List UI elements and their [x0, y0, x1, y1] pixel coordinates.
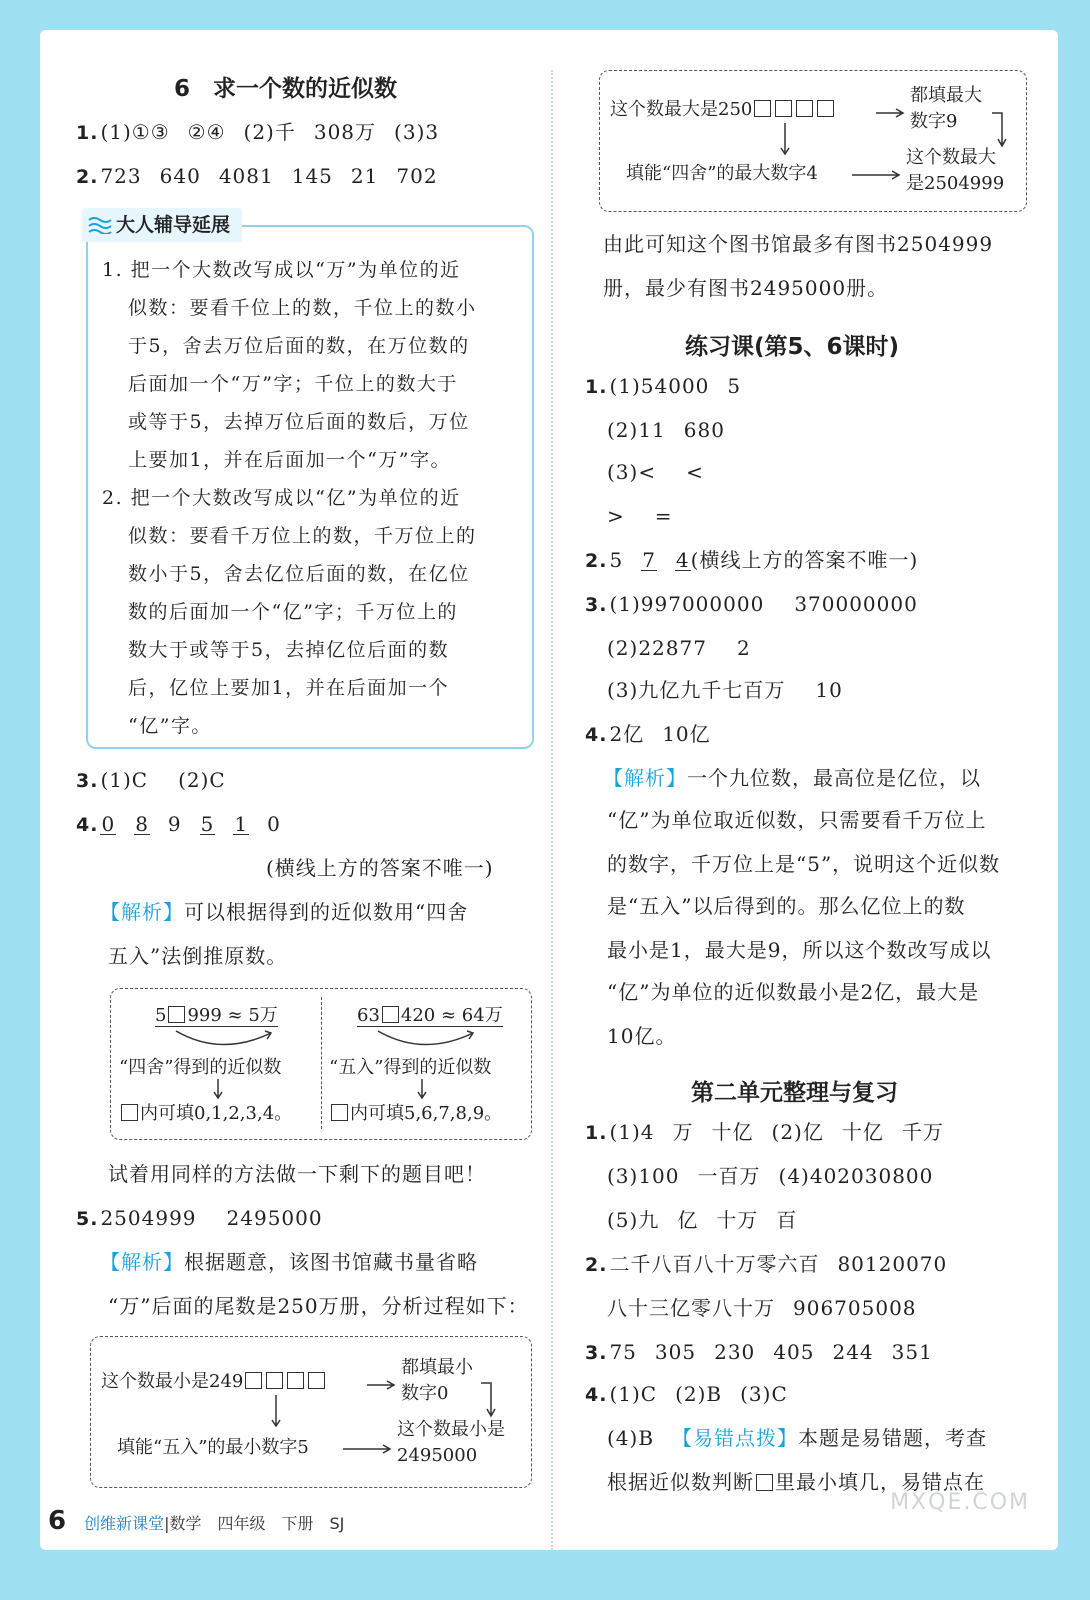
max-analysis-box — [599, 70, 1027, 212]
min-line1: 这个数最小是249 — [101, 1371, 327, 1393]
answer-2: 2. 723 640 4081 145 21 702 — [76, 164, 438, 188]
practice-1-4: > = — [607, 504, 673, 528]
conclusion-line1: 由此可知这个图书馆最多有图书2504999 — [603, 232, 994, 256]
ext-line: 似数：要看千万位上的数，千万位上的 — [128, 525, 477, 547]
max-result-value: 是2504999 — [906, 173, 1005, 194]
analysis-p4-line1: 【解析】一个九位数，最高位是亿位，以 — [603, 766, 981, 790]
min-fill-digit: 数字0 — [401, 1383, 449, 1404]
footer — [48, 1506, 344, 1536]
analysis-p4-line: 最小是1，最大是9，所以这个数改写成以 — [607, 938, 992, 962]
blank-box-icon — [287, 1372, 304, 1389]
example-a-label: “四舍”得到的近似数 — [119, 1057, 282, 1078]
watermark: MXQE.COM — [890, 1490, 1030, 1515]
practice-3-3: (3)九亿九千七百万 10 — [607, 678, 843, 702]
section-title: 6 求一个数的近似数 — [174, 76, 398, 102]
conclusion-line2: 册，最少有图书2495000册。 — [603, 276, 889, 300]
blank-box-icon — [775, 100, 792, 117]
blank-box-icon — [754, 100, 771, 117]
blank-box-icon — [121, 1104, 138, 1121]
review-4-1: 4. (1)C (2)B (3)C — [585, 1382, 788, 1406]
review-1-2: (3)100 一百万 (4)402030800 — [607, 1164, 934, 1188]
right-arrow-icon — [343, 1443, 393, 1455]
down-arrow-icon — [417, 1079, 427, 1101]
blank-box-icon — [245, 1372, 262, 1389]
practice-1-1: 1. (1)54000 5 — [585, 374, 742, 398]
ext-line: 或等于5，去掉万位后面的数后，万位 — [128, 411, 470, 433]
ext-line: “亿”字。 — [128, 715, 212, 737]
min-result-value: 2495000 — [397, 1445, 478, 1466]
practice-1-2: (2)11 680 — [607, 418, 725, 442]
answer-4: 4. 0 8 9 5 1 0 — [76, 812, 281, 836]
max-fill-digit: 数字9 — [910, 111, 958, 132]
curve-arrow-icon — [373, 1029, 483, 1053]
subject-info: |数学 四年级 下册 SJ — [164, 1514, 345, 1533]
practice-4: 4. 2亿 10亿 — [585, 722, 711, 746]
blank-box-icon — [331, 1104, 348, 1121]
curve-arrow-icon — [171, 1029, 281, 1053]
down-arrow-icon — [271, 1395, 281, 1429]
analysis-p4-line: “亿”为单位的近似数最小是2亿，最大是 — [607, 980, 980, 1004]
min-fill-label: 都填最小 — [401, 1357, 473, 1378]
rounding-example-box — [110, 988, 532, 1140]
min-line2: 填能“五入”的最小数字5 — [117, 1437, 309, 1458]
analysis-5-line1: 【解析】根据题意，该图书馆藏书量省略 — [100, 1250, 478, 1274]
review-4-2: (4)B 【易错点拨】本题是易错题，考查 — [607, 1426, 988, 1450]
column-divider — [551, 70, 553, 1550]
practice-title: 练习课(第5、6课时) — [685, 334, 900, 360]
ext-line: 上要加1，并在后面加一个“万”字。 — [128, 449, 452, 471]
ext-line: 1. 把一个大数改写成以“万”为单位的近 — [102, 259, 461, 281]
page-number: 6 — [48, 1506, 67, 1536]
example-a-fill: 内可填0,1,2,3,4。 — [119, 1103, 292, 1125]
max-line2: 填能“四舍”的最大数字4 — [626, 163, 818, 184]
ext-line: 于5，舍去万位后面的数，在万位数的 — [128, 335, 470, 357]
example-b-label: “五入”得到的近似数 — [329, 1057, 492, 1078]
right-arrow-icon — [876, 107, 906, 119]
min-result-label: 这个数最小是 — [397, 1419, 505, 1440]
analysis-p4-line: 10亿。 — [607, 1024, 677, 1048]
page — [40, 30, 1058, 1550]
ext-line: 2. 把一个大数改写成以“亿”为单位的近 — [102, 487, 461, 509]
practice-3-1: 3. (1)997000000 370000000 — [585, 592, 918, 616]
ext-line: 数的后面加一个“亿”字；千万位上的 — [128, 601, 458, 623]
answer-3: 3. (1)C (2)C — [76, 768, 226, 792]
blank-box-icon — [168, 1006, 185, 1023]
review-1-1: 1. (1)4 万 十亿 (2)亿 十亿 千万 — [585, 1120, 944, 1144]
practice-1-3: (3)< < — [607, 460, 704, 484]
analysis-p4-line: 是“五入”以后得到的。那么亿位上的数 — [607, 894, 966, 918]
review-title: 第二单元整理与复习 — [691, 1080, 898, 1106]
review-3: 3. 75 305 230 405 244 351 — [585, 1340, 933, 1364]
answer-5: 5. 2504999 2495000 — [76, 1206, 323, 1230]
max-fill-label: 都填最大 — [910, 85, 982, 106]
review-4-3: 根据近似数判断 里最小填几，易错点在 — [607, 1470, 985, 1494]
ext-line: 数小于5，舍去亿位后面的数，在亿位 — [128, 563, 470, 585]
review-1-3: (5)九 亿 十万 百 — [607, 1208, 798, 1232]
blank-box-icon — [756, 1474, 773, 1491]
blank-box-icon — [796, 100, 813, 117]
wave-icon — [88, 216, 112, 234]
answer-1: 1. (1)①③ ②④ (2)千 308万 (3)3 — [76, 120, 440, 144]
blank-box-icon — [382, 1006, 399, 1023]
practice-3-2: (2)22877 2 — [607, 636, 751, 660]
brand-name: 创维新课堂 — [84, 1514, 165, 1533]
extension-box — [86, 225, 534, 749]
ext-line: 数大于或等于5，去掉亿位后面的数 — [128, 639, 450, 661]
down-arrow-icon — [780, 123, 790, 157]
blank-box-icon — [266, 1372, 283, 1389]
example-b-expr: 63 420 ≈ 64万 — [357, 1005, 503, 1026]
down-arrow-icon — [213, 1079, 223, 1101]
example-b-fill: 内可填5,6,7,8,9。 — [329, 1103, 502, 1125]
blank-box-icon — [308, 1372, 325, 1389]
right-arrow-icon — [367, 1379, 397, 1391]
analysis-p4-line: 的数字，千万位上是“5”，说明这个近似数 — [607, 852, 1001, 876]
analysis-4-line2: 五入”法倒推原数。 — [108, 944, 288, 968]
review-2-1: 2. 二千八百八十万零六百 80120070 — [585, 1252, 948, 1276]
right-arrow-icon — [852, 169, 902, 181]
max-result-label: 这个数最大 — [906, 147, 996, 168]
blank-box-icon — [817, 100, 834, 117]
bend-arrow-icon — [481, 1381, 501, 1421]
ext-line: 似数：要看千位上的数，千位上的数小 — [128, 297, 477, 319]
min-analysis-box — [90, 1336, 532, 1488]
extension-tag: 大人辅导延展 — [82, 208, 242, 242]
try-tip: 试着用同样的方法做一下剩下的题目吧！ — [108, 1162, 486, 1186]
answer-4-note: (横线上方的答案不唯一) — [266, 856, 494, 880]
practice-2: 2. 5 7 4(横线上方的答案不唯一) — [585, 548, 919, 572]
max-line1: 这个数最大是250 — [610, 99, 836, 121]
review-2-2: 八十三亿零八十万 906705008 — [607, 1296, 917, 1320]
bend-arrow-icon — [992, 111, 1012, 151]
analysis-p4-line: “亿”为单位取近似数，只需要看千万位上 — [607, 808, 987, 832]
example-a-expr: 5 999 ≈ 5万 — [155, 1005, 278, 1026]
analysis-5-line2: “万”后面的尾数是250万册，分析过程如下： — [108, 1294, 529, 1318]
analysis-4-line1: 【解析】可以根据得到的近似数用“四舍 — [100, 900, 469, 924]
ext-line: 后面加一个“万”字；千位上的数大于 — [128, 373, 458, 395]
ext-line: 后，亿位上要加1，并在后面加一个 — [128, 677, 450, 699]
